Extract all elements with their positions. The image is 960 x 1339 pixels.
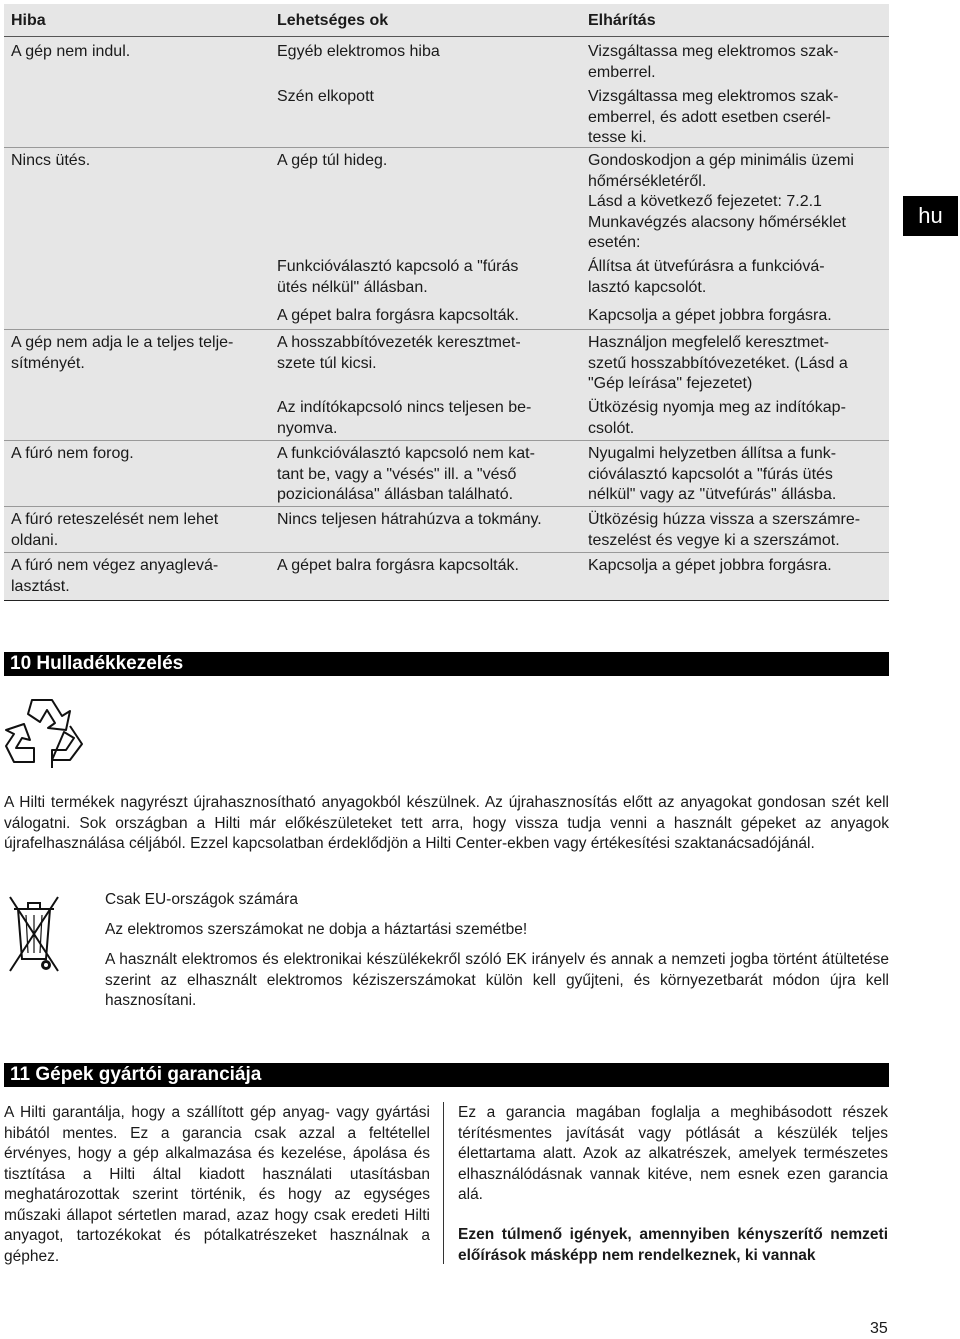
header-problem: Hiba bbox=[11, 12, 46, 29]
table-cell-problem: Nincs ütés. bbox=[11, 152, 91, 169]
table-row-rule bbox=[4, 329, 889, 330]
table-cell-remedy: Ütközésig húzza vissza a szerszámre- teszelést és vegye ki a szerszámot. bbox=[588, 511, 861, 549]
eu-warning: Az elektromos szerszámokat ne dobja a háztartási szemétbe! bbox=[105, 921, 528, 938]
warranty-col2: Ez a garancia magában foglalja a meghibásodott részek térítésmentes javítását vagy pótlását a készülék teljes élettartama alatt. Azok az alkatrészek, amelyek természetes elhasználódásnak vannak kitéve, nem esnek ezen garancia alá. bbox=[458, 1104, 888, 1203]
table-cell-remedy: Használjon megfelelő keresztmet- szetű hosszabbítóvezetéket. (Lásd a "Gép leírása" fejezetet) bbox=[588, 334, 848, 392]
table-cell-remedy: Gondoskodjon a gép minimális üzemi hőmérsékletéről. Lásd a következő fejezetet: 7.2.1 Munkavégzés alacsony hőmérséklet esetén: bbox=[588, 152, 854, 251]
table-cell-cause: A funkcióválasztó kapcsoló nem kat- tant be, vagy a "vésés" ill. a "véső pozicionálása" állásban található. bbox=[277, 445, 535, 503]
warranty-col2-bold: Ezen túlmenő igények, amennyiben kényszerítő nemzeti előírások másképp nem rendelkeznek, ki vannak bbox=[458, 1226, 888, 1264]
column-divider bbox=[443, 1102, 444, 1264]
table-cell-problem: A fúró nem végez anyaglevá- lasztást. bbox=[11, 557, 219, 595]
eu-heading: Csak EU-országok számára bbox=[105, 891, 298, 908]
table-cell-remedy: Állítsa át ütvefúrásra a funkcióvá- lasztó kapcsolót. bbox=[588, 258, 825, 296]
eu-paragraph: A használt elektromos és elektronikai készülékekről szóló EK irányelv és annak a nemzeti jogba történt átültetése szerint az elhasznált elektromos kéziszerszámokat külön kell gyűjteni, és környezetbarát módon újra kell hasznosítani. bbox=[105, 951, 889, 1009]
header-cause: Lehetséges ok bbox=[277, 12, 389, 29]
table-cell-cause: Szén elkopott bbox=[277, 88, 374, 105]
warranty-col1: A Hilti garantálja, hogy a szállított gép anyag- vagy gyártási hibától mentes. Ez a garancia csak azzal a feltétellel érvényes, hogy a gép alkalmazása és kezelése, ápolása és tisztítása a Hilti által kiadott használati utasításban meghatározottak szerint történik, és hogy az egységes műszaki állapot sértetlen marad, azaz hogy csak eredeti Hilti anyagot, tartozékokat és pótalkatrészeket használnak a géphez. bbox=[4, 1104, 430, 1265]
table-cell-remedy: Kapcsolja a gépet jobbra forgásra. bbox=[588, 557, 832, 574]
table-cell-problem: A fúró reteszelését nem lehet oldani. bbox=[11, 511, 219, 549]
page-number: 35 bbox=[870, 1320, 888, 1337]
header-rule bbox=[4, 36, 889, 37]
table-row-rule bbox=[4, 440, 889, 441]
table-cell-remedy: Vizsgáltassa meg elektromos szak- emberrel. bbox=[588, 43, 839, 81]
table-row-rule bbox=[4, 506, 889, 507]
table-header bbox=[4, 4, 889, 36]
table-cell-remedy: Kapcsolja a gépet jobbra forgásra. bbox=[588, 307, 832, 324]
table-cell-cause: A gépet balra forgásra kapcsolták. bbox=[277, 557, 519, 574]
table-cell-cause: Funkcióválasztó kapcsoló a "fúrás ütés nélkül" állásban. bbox=[277, 258, 519, 296]
table-cell-remedy: Nyugalmi helyzetben állítsa a funk- cióválasztó kapcsolót a "fúrás ütés nélkül" vagy az "ütvefúrás" állásba. bbox=[588, 445, 837, 503]
table-cell-remedy: Ütközésig nyomja meg az indítókap- csolót. bbox=[588, 399, 846, 437]
table-cell-cause: A gép túl hideg. bbox=[277, 152, 388, 169]
table-cell-cause: Az indítókapcsoló nincs teljesen be- nyomva. bbox=[277, 399, 532, 437]
table-cell-cause: A hosszabbítóvezeték keresztmet- szete túl kicsi. bbox=[277, 334, 521, 372]
recycling-paragraph: A Hilti termékek nagyrészt újrahasznosítható anyagokból készülnek. Az újrahasznosítás előtt az anyagokat gondosan szét kell válogatni. Sok országban a Hilti már előkészületeket tett arra, hogy vissza tudja venni a használt gépeket az anyagok újrafelhasználása céljából. Ezzel kapcsolatban érdeklődjön a Hilti Center-ekben vagy értékesítési szaktanácsadójánál. bbox=[4, 794, 889, 852]
crossed-bin-icon bbox=[8, 893, 60, 977]
table-cell-cause: A gépet balra forgásra kapcsolták. bbox=[277, 307, 519, 324]
table-row-rule bbox=[4, 147, 889, 148]
section-11-heading: 11 Gépek gyártói garanciája bbox=[4, 1063, 889, 1087]
language-tab: hu bbox=[903, 196, 958, 236]
table-cell-problem: A gép nem indul. bbox=[11, 43, 131, 60]
recycle-icon bbox=[4, 694, 86, 770]
table-cell-cause: Egyéb elektromos hiba bbox=[277, 43, 440, 60]
header-remedy: Elhárítás bbox=[588, 12, 656, 29]
table-cell-problem: A gép nem adja le a teljes telje- sítményét. bbox=[11, 334, 234, 372]
table-row-rule bbox=[4, 552, 889, 553]
section-10-heading: 10 Hulladékkezelés bbox=[4, 652, 889, 676]
table-cell-problem: A fúró nem forog. bbox=[11, 445, 134, 462]
table-cell-remedy: Vizsgáltassa meg elektromos szak- emberrel, és adott esetben cserél- tesse ki. bbox=[588, 88, 839, 146]
table-cell-cause: Nincs teljesen hátrahúzva a tokmány. bbox=[277, 511, 542, 528]
